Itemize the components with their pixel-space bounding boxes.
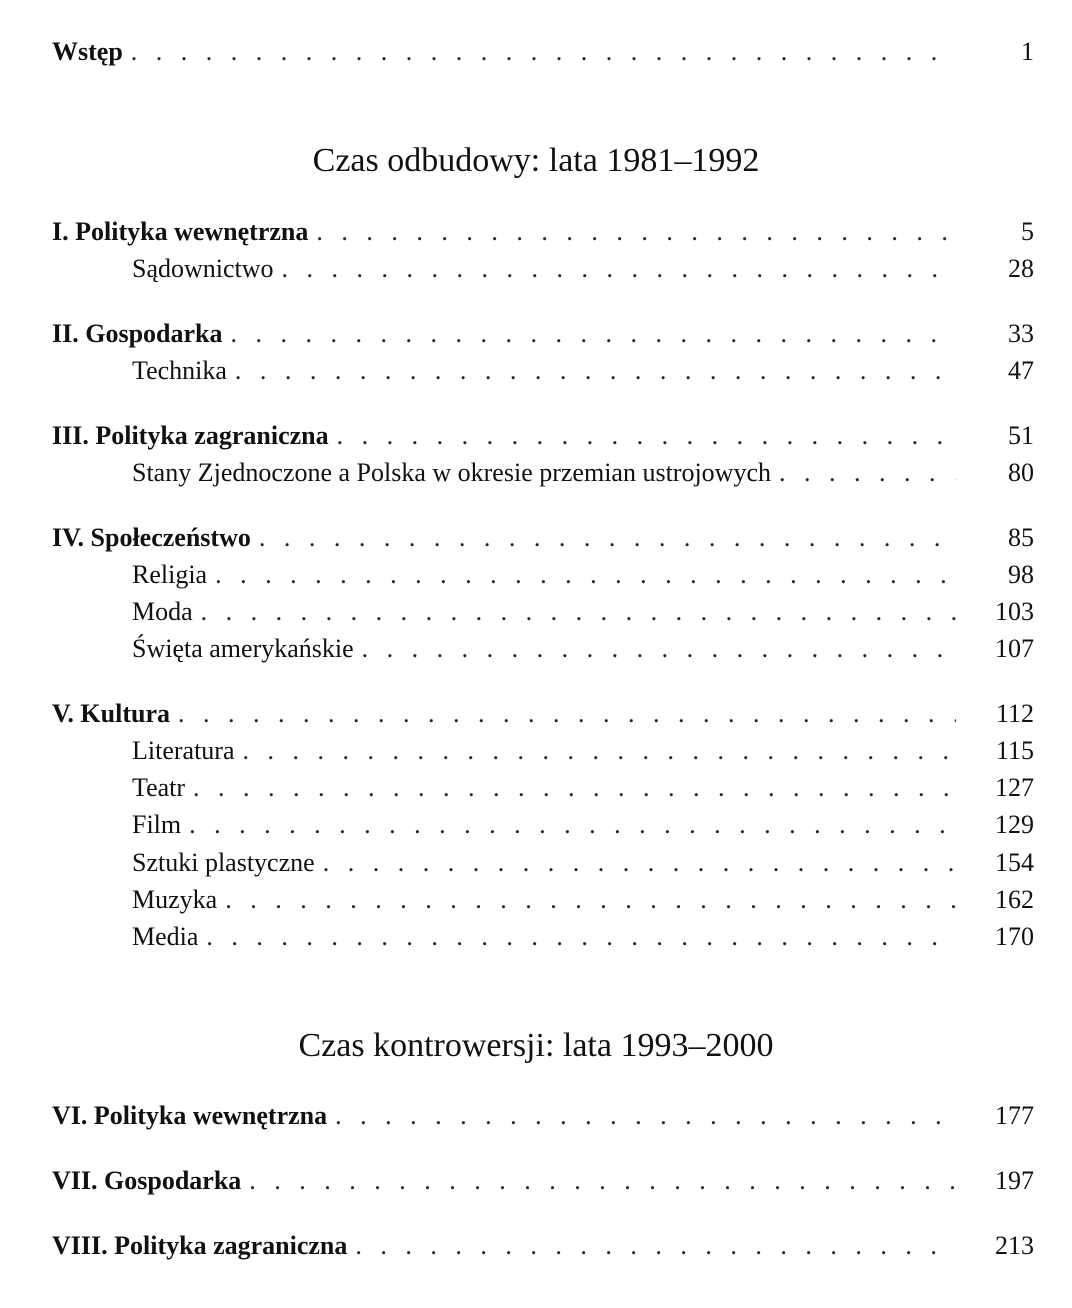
toc-entry-label: Muzyka bbox=[132, 885, 218, 914]
dot-leader bbox=[225, 882, 956, 918]
dot-leader bbox=[779, 455, 956, 491]
dot-leader bbox=[323, 845, 956, 881]
toc-entry-label: IV. Społeczeństwo bbox=[52, 523, 251, 552]
dot-leader bbox=[316, 214, 956, 250]
toc-entry-label: Literatura bbox=[132, 736, 235, 765]
toc-chapter[interactable] bbox=[52, 1228, 1034, 1264]
toc-page-number: 47 bbox=[1008, 356, 1034, 385]
toc-subsection[interactable] bbox=[132, 733, 1034, 769]
toc-entry-label: Teatr bbox=[132, 773, 186, 802]
dot-leader bbox=[243, 733, 957, 769]
dot-leader bbox=[231, 316, 957, 352]
toc-subsection[interactable] bbox=[132, 353, 1034, 389]
toc-chapter[interactable] bbox=[52, 316, 1034, 352]
dot-leader bbox=[193, 770, 956, 806]
toc-entry-label: Film bbox=[132, 810, 182, 839]
toc-page-number: 127 bbox=[995, 773, 1034, 802]
dot-leader bbox=[215, 557, 956, 593]
toc-entry-label: III. Polityka zagraniczna bbox=[52, 421, 329, 450]
toc-entry-label: I. Polityka wewnętrzna bbox=[52, 217, 309, 246]
toc-page-number: 115 bbox=[995, 736, 1034, 765]
dot-leader bbox=[201, 594, 956, 630]
dot-leader bbox=[362, 631, 956, 667]
toc-entry-label: Sądownictwo bbox=[132, 254, 274, 283]
dot-leader bbox=[335, 1098, 956, 1134]
toc-entry-label: Religia bbox=[132, 560, 208, 589]
dot-leader bbox=[235, 353, 956, 389]
toc-subsection[interactable] bbox=[132, 251, 1034, 287]
toc-entry-label: VI. Polityka wewnętrzna bbox=[52, 1101, 328, 1130]
part-title: Czas kontrowersji: lata 1993–2000 bbox=[298, 1027, 774, 1064]
toc-page-number: 51 bbox=[1008, 421, 1034, 450]
toc-chapter[interactable] bbox=[52, 1163, 1034, 1199]
toc-chapter[interactable] bbox=[52, 418, 1034, 454]
toc-entry-label: Wstęp bbox=[52, 37, 123, 66]
toc-page-number: 129 bbox=[995, 810, 1034, 839]
toc-page-number: 107 bbox=[995, 634, 1034, 663]
toc-entry-label: Stany Zjednoczone a Polska w okresie przemian ustrojowych bbox=[132, 458, 771, 487]
dot-leader bbox=[189, 807, 956, 843]
toc-entry-label: Technika bbox=[132, 356, 227, 385]
toc-page-number: 177 bbox=[995, 1101, 1034, 1130]
dot-leader bbox=[131, 34, 956, 70]
toc-page-number: 1 bbox=[1021, 37, 1034, 66]
toc-entry-label: Sztuki plastyczne bbox=[132, 848, 315, 877]
toc-entry-label: Moda bbox=[132, 597, 193, 626]
toc-page-number: 98 bbox=[1008, 560, 1034, 589]
toc-page-number: 103 bbox=[995, 597, 1034, 626]
toc-page-number: 28 bbox=[1008, 254, 1034, 283]
toc-subsection[interactable] bbox=[132, 594, 1034, 630]
toc-subsection[interactable] bbox=[132, 631, 1034, 667]
toc-subsection[interactable] bbox=[132, 455, 1034, 491]
dot-leader bbox=[178, 696, 956, 732]
toc-page-number: 154 bbox=[995, 848, 1034, 877]
toc-page-number: 213 bbox=[995, 1231, 1034, 1260]
dot-leader bbox=[282, 251, 956, 287]
toc-page-number: 197 bbox=[995, 1166, 1034, 1195]
toc-page-number: 85 bbox=[1008, 523, 1034, 552]
toc-page-number: 33 bbox=[1008, 319, 1034, 348]
toc-page-number: 80 bbox=[1008, 458, 1034, 487]
toc-chapter[interactable] bbox=[52, 1098, 1034, 1134]
toc-entry-label: VII. Gospodarka bbox=[52, 1166, 242, 1195]
toc-entry-label: VIII. Polityka zagraniczna bbox=[52, 1231, 348, 1260]
toc-page-number: 170 bbox=[995, 922, 1034, 951]
toc-subsection[interactable] bbox=[132, 919, 1034, 955]
toc-page-number: 5 bbox=[1021, 217, 1034, 246]
toc-chapter[interactable] bbox=[52, 520, 1034, 556]
toc-subsection[interactable] bbox=[132, 770, 1034, 806]
dot-leader bbox=[259, 520, 956, 556]
toc-entry-label: V. Kultura bbox=[52, 699, 170, 728]
toc-subsection[interactable] bbox=[132, 807, 1034, 843]
toc-entry-label: Media bbox=[132, 922, 199, 951]
toc-subsection[interactable] bbox=[132, 845, 1034, 881]
part-title: Czas odbudowy: lata 1981–1992 bbox=[312, 142, 760, 179]
toc-chapter[interactable] bbox=[52, 696, 1034, 732]
toc-chapter[interactable] bbox=[52, 214, 1034, 250]
toc-entry-label: Święta amerykańskie bbox=[132, 634, 354, 663]
toc-entry-intro[interactable] bbox=[52, 34, 1034, 70]
toc-page-number: 162 bbox=[995, 885, 1034, 914]
dot-leader bbox=[249, 1163, 956, 1199]
dot-leader bbox=[206, 919, 956, 955]
toc-entry-label: II. Gospodarka bbox=[52, 319, 223, 348]
dot-leader bbox=[337, 418, 956, 454]
toc-page-number: 112 bbox=[995, 699, 1034, 728]
toc-subsection[interactable] bbox=[132, 557, 1034, 593]
toc-subsection[interactable] bbox=[132, 882, 1034, 918]
dot-leader bbox=[355, 1228, 956, 1264]
